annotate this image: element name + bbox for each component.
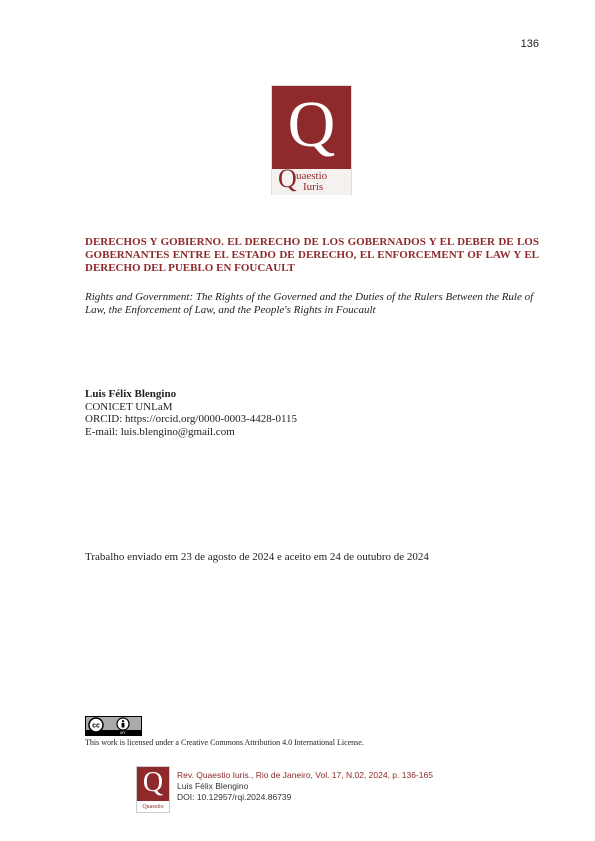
- footer-journal-line: Rev. Quaestio Iuris., Rio de Janeiro, Vol. 17, N.02, 2024, p. 136-165: [177, 770, 433, 780]
- license-text: This work is licensed under a Creative Commons Attribution 4.0 International License.: [85, 738, 364, 747]
- author-name: Luis Félix Blengino: [85, 388, 177, 400]
- footer-citation: [177, 770, 433, 803]
- footer-author: Luis Félix Blengino: [177, 781, 249, 791]
- logo-small-letter: Q: [278, 164, 297, 193]
- author-block: [85, 388, 385, 438]
- attribution-person-icon: [117, 718, 129, 730]
- logo-big-letter: Q: [287, 88, 336, 161]
- cc-by-label: BY: [120, 730, 126, 735]
- submission-dates: Trabalho enviado em 23 de agosto de 2024 e aceito em 24 de outubro de 2024: [85, 551, 429, 563]
- footer-logo-letter: Q: [137, 767, 169, 801]
- logo-word-quaestio: uaestio: [296, 170, 328, 182]
- svg-text:cc: cc: [92, 722, 100, 730]
- logo-wordmark: [272, 164, 351, 195]
- cc-icon: [89, 718, 103, 732]
- journal-logo: [271, 85, 352, 195]
- logo-word-iuris: Iuris: [303, 181, 324, 193]
- cc-by-badge[interactable]: [85, 716, 142, 736]
- footer-journal-logo: [136, 766, 170, 813]
- author-email: E-mail: luis.blengino@gmail.com: [85, 425, 235, 438]
- article-title: DERECHOS Y GOBIERNO. EL DERECHO DE LOS GOBERNADOS Y EL DEBER DE LOS GOBERNANTES ENTRE EL ESTADO DE DERECHO, EL ENFORCEMENT OF LAW Y EL DERECHO DEL PUEBLO EN FOUCAULT: [85, 236, 539, 274]
- footer-logo-word: Quaestio: [142, 804, 164, 810]
- article-title-english: Rights and Government: The Rights of the Governed and the Duties of the Rulers Between the Rule of Law, the Enforcement of Law, and the People's Rights in Foucault: [85, 291, 534, 316]
- footer-doi: DOI: 10.12957/rqi.2024.86739: [177, 792, 292, 802]
- page-number: 136: [520, 38, 539, 50]
- author-affiliation: CONICET UNLaM: [85, 400, 173, 413]
- author-orcid: ORCID: https://orcid.org/0000-0003-4428-0115: [85, 413, 298, 425]
- logo-top-panel: [272, 86, 351, 169]
